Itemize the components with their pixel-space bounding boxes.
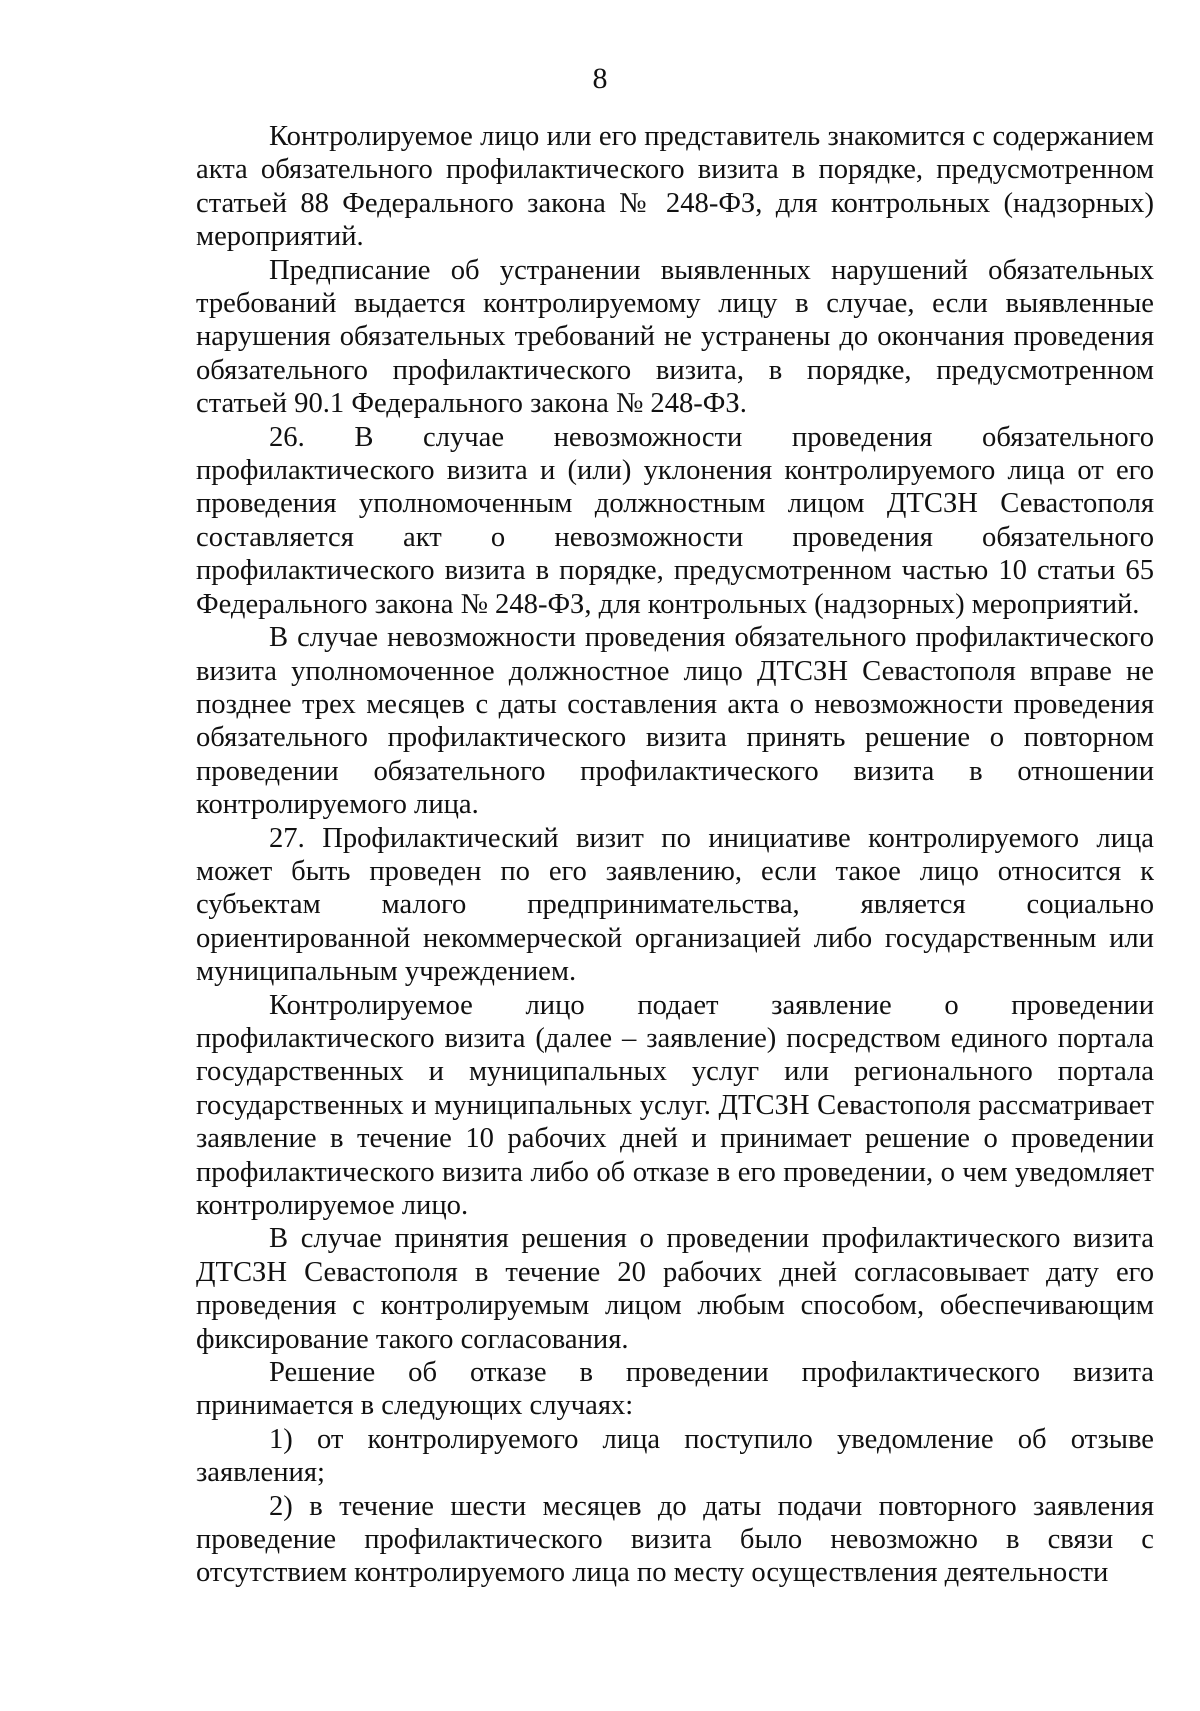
- paragraph-application-submission: Контролируемое лицо подает заявление о проведении профилактического визита (далее – заявление) посредством единого портала государственных и муниципальных услуг или регионального портала государственных и муниципальных услуг. ДТСЗН Севастополя рассматривает заявление в течение 10 рабочих дней и принимает решение о проведении профилактического визита либо об отказе в его проведении, о чем уведомляет контролируемое лицо.: [196, 989, 1154, 1221]
- paragraph-repeat-visit: В случае невозможности проведения обязательного профилактического визита уполномоченное должностное лицо ДТСЗН Севастополя вправе не позднее трех месяцев с даты составления акта о невозможности проведения обязательного профилактического визита принять решение о повторном проведении обязательного профилактического визита в отношении контролируемого лица.: [196, 622, 1154, 821]
- list-item-2: 2) в течение шести месяцев до даты подачи повторного заявления проведение профилактического визита было невозможно в связи с отсутствием контролируемого лица по месту осуществления деятельности: [196, 1490, 1154, 1589]
- paragraph-item-26: 26. В случае невозможности проведения обязательного профилактического визита и (или) уклонения контролируемого лица от его проведения уполномоченным должностным лицом ДТСЗН Севастополя составляется акт о невозможности проведения обязательного профилактического визита в порядке, предусмотренном частью 10 статьи 65 Федерального закона № 248-ФЗ, для контрольных (надзорных) мероприятий.: [196, 421, 1154, 620]
- list-item-1: 1) от контролируемого лица поступило уведомление об отзыве заявления;: [196, 1423, 1154, 1489]
- paragraph-violation-order: Предписание об устранении выявленных нарушений обязательных требований выдается контролируемому лицу в случае, если выявленные нарушения обязательных требований не устранены до окончания проведения обязательного профилактического визита, в порядке, предусмотренном статьей 90.1 Федерального закона № 248-ФЗ.: [196, 254, 1154, 420]
- paragraph-act-familiarization: Контролируемое лицо или его представитель знакомится с содержанием акта обязательного профилактического визита в порядке, предусмотренном статьей 88 Федерального закона № 248-ФЗ, для контрольных (надзорных) мероприятий.: [196, 121, 1154, 253]
- paragraph-item-27: 27. Профилактический визит по инициативе контролируемого лица может быть проведен по его заявлению, если такое лицо относится к субъектам малого предпринимательства, является социально ориентированной некоммерческой организацией либо государственным или муниципальным учреждением.: [196, 822, 1154, 988]
- page-number: 8: [592, 62, 608, 95]
- paragraph-refusal-cases: Решение об отказе в проведении профилактического визита принимается в следующих случаях:: [196, 1357, 1154, 1422]
- paragraph-date-agreement: В случае принятия решения о проведении профилактического визита ДТСЗН Севастополя в течение 20 рабочих дней согласовывает дату его проведения с контролируемым лицом любым способом, обеспечивающим фиксирование такого согласования.: [196, 1223, 1154, 1355]
- document-body: [196, 120, 1154, 1590]
